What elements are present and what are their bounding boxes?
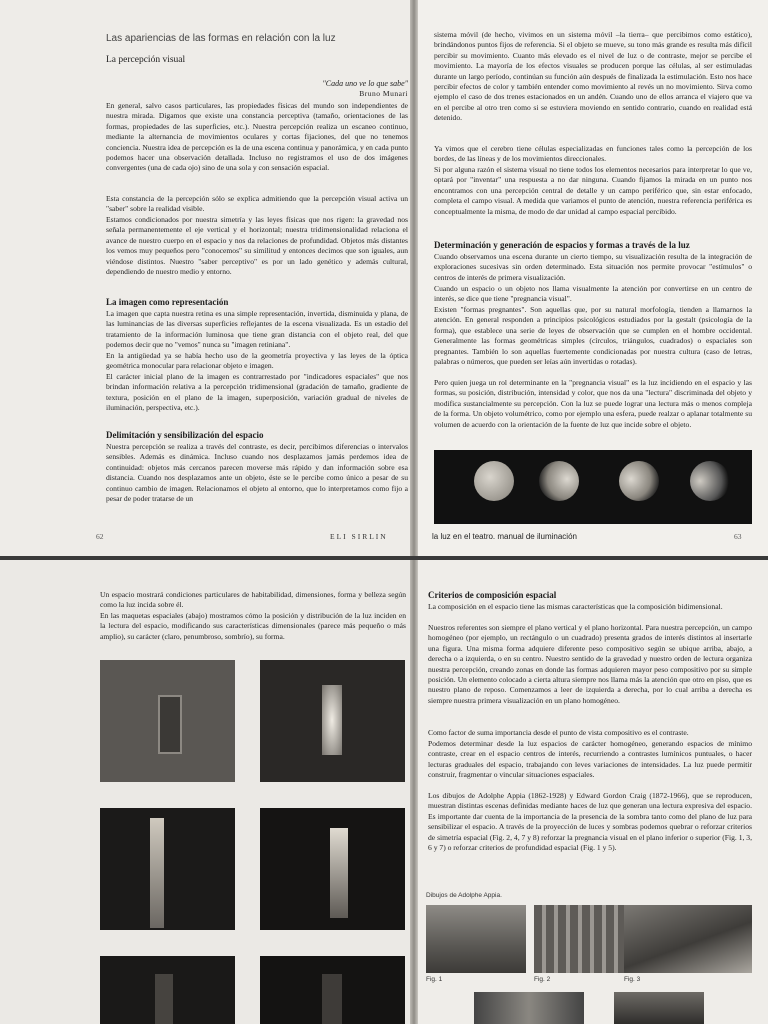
paragraph: Si por alguna razón el sistema visual no tiene todos los elementos necesarios para interpretar lo que ve, optará por "inventar" una respuesta a no dar ninguna. Cuando fijamos la mirada en un punto nos encontramos con una percepción central de detalle y un campo periférico que, sin estar enfocado, completa el campo visual. A medida que variamos el punto de atención, nuestra referencia periférica es conceptualmente la misma, de modo de dar unidad al campo espacial percibido. <box>434 165 752 216</box>
model-photo-5 <box>100 956 235 1024</box>
section-title-criterios: Criterios de composición espacial <box>428 590 557 600</box>
paragraph: Podemos determinar desde la luz espacios de carácter homogéneo, generando espacios de mínimo contraste, crear en el espacio centros de interés, recurriendo a contrastes lumínicos puntuales, o hacer lecturas graduales del espacio, trabajando con leves variaciones de intensidades. La luz puede permitir construir, fragmentar o vincular situaciones espaciales. <box>428 739 752 780</box>
paragraph: Cuando observamos una escena durante un cierto tiempo, su visualización resulta de la integración de exploraciones sucesivas sin orden determinado. Esta situación nos permite provocar "estímulos" o centros de interés de primera visualización. <box>434 252 752 282</box>
paragraph: Como factor de suma importancia desde el punto de vista compositivo es el contraste. <box>428 728 689 737</box>
section-title-percepcion: La percepción visual <box>106 55 186 65</box>
fig-label: Fig. 1 <box>426 976 443 983</box>
page-64 <box>0 560 414 1024</box>
scan-divider <box>0 556 768 560</box>
drawings-caption: Dibujos de Adolphe Appia. <box>426 892 502 899</box>
paragraph: Esta constancia de la percepción sólo se explica admitiendo que la percepción visual activa un "saber" sobre la realidad visible. <box>106 194 408 214</box>
page-65 <box>414 560 768 1024</box>
fig-label: Fig. 3 <box>624 976 641 983</box>
appia-drawing-1 <box>426 905 526 973</box>
model-photo-6 <box>260 956 405 1024</box>
paragraph: Un espacio mostrará condiciones particulares de habitabilidad, dimensiones, forma y belleza según como la luz incida sobre él. <box>100 590 406 610</box>
paragraph: La composición en el espacio tiene las mismas características que la composición bidimensional. <box>428 602 723 611</box>
page-62 <box>0 0 414 556</box>
paragraph: Pero quien juega un rol determinante en la "pregnancia visual" es la luz incidiendo en el espacio y las formas, su posición, distribución, intensidad y color, que nos da una "lectura" discriminada del objeto y modifica sustancialmente su percepción. Con la luz se puede lograr una lectura más o menos compleja de la forma. Un objeto volumétrico, como por ejemplo una esfera, puede realzar o aplanar totalmente su volumen de acuerdo con la orientación de la fuente de luz que incide sobre el objeto. <box>434 378 752 429</box>
door-shape <box>322 974 342 1024</box>
appia-drawing-5 <box>614 992 704 1024</box>
sphere-image <box>619 461 659 501</box>
chapter-title: Las apariencias de las formas en relación con la luz <box>106 33 336 44</box>
light-beam <box>330 828 348 918</box>
footer-title: la luz en el teatro. manual de iluminación <box>432 532 577 541</box>
paragraph: sistema móvil (de hecho, vivimos en un sistema móvil –la tierra– que percibimos como estático), brindándonos puntos fijos de referencia. Si el objeto se mueve, su tono más grande es resulta más difícil percibir su movimiento. Cuanto más elevado es el nivel de luz o de contraste, mejor se percibe el movimiento. La mayoría de los efectos visuales se producen porque las células, al ser estimuladas durante un largo período, continúan su función aún después de finalizada la estimulación. Esto nos hace percibir efectos de color y también entender como movimiento al revés un no movimiento. Sirva como ejemplo el caso de dos trenes estacionados en un andén. Cuando uno de ellos arranca el viajero que va en el percibe al otro tren como si se estuviera moviendo en sentido contrario, cuando en realidad está detenido. <box>434 30 752 123</box>
model-photo-4 <box>260 808 405 930</box>
book-gutter <box>410 0 418 1024</box>
door-shape <box>158 695 182 754</box>
paragraph: El carácter inicial plano de la imagen es contrarrestado por "indicadores espaciales" que nos brindan información relativa a la percepción tridimensional (gradación de tamaño, gradiente de textura, posición en el plano de la imagen, superposición, variación gradual de niveles de iluminación, perspectiva, etc.). <box>106 372 408 413</box>
sphere-image <box>539 461 579 501</box>
fig-label: Fig. 2 <box>534 976 551 983</box>
paragraph: Nuestra percepción se realiza a través del contraste, es decir, percibimos diferencias o intervalos sensibles. Además es dinámica. Incluso cuando nos desplazamos jamás perdemos idea de continuidad: objetos más cercanos parecen moverse más rápido y dan información sobre esa distancia. Cuando nos desplazamos ante un objeto, éste se le percibe como único a pesar de su continuo cambio de imagen. Relacionamos el objeto al entorno, que lo interpretamos como fijo a pesar de poder tratarse de un <box>106 442 408 504</box>
page-63 <box>414 0 768 556</box>
paragraph: En las maquetas espaciales (abajo) mostramos cómo la posición y distribución de la luz inciden en la lectura del espacio, modificando sus características dimensionales (parece más pequeño o más amplio), su carácter (claro, penumbroso, sombrío), su forma. <box>100 611 406 641</box>
paragraph: En general, salvo casos particulares, las propiedades físicas del mundo son independientes de nuestra mirada. Digamos que existe una constancia perceptiva (tamaño, orientaciones de las formas, propiedades de las superficies, etc.). Nuestra percepción realiza un escaneo continuo, mediante la alternancia de movimientos oculares y cortas fijaciones, del que no tenemos conciencia. Nuestra idea de percepción es la de una escena continua y panorámica, y en cada punto podemos hacer una observación detallada. Incluso no registramos el uso de dos imágenes convergentes (una de cada ojo) sino de una sola y con sensación espacial. <box>106 101 408 173</box>
paragraph: Los dibujos de Adolphe Appia (1862-1928) y Edward Gordon Craig (1872-1966), que se reproducen, muestran distintas escenas definidas mediante haces de luz que generan una lectura expresiva del espacio. Es importante dar cuenta de la importancia de la presencia de la sombra tanto como del plano de luz para sensibilizar el espacio. A través de la proyección de luces y sombras podemos quebrar o reforzar criterios de simetría espacial (Fig. 2, 4, 7 y 8) reforzar la pregnancia visual en el plano inferior o superior (Fig. 1, 3, 6 y 7) o reforzar criterios de profundidad espacial (Fig. 1 y 5). <box>428 791 752 853</box>
appia-drawing-3 <box>624 905 752 973</box>
paragraph: En la antigüedad ya se había hecho uso de la geometría proyectiva y las leyes de la óptica geométrica monocular para relacionar objeto e imagen. <box>106 351 408 371</box>
paragraph: Nuestros referentes son siempre el plano vertical y el plano horizontal. Para nuestra percepción, un campo homogéneo (por ejemplo, un rectángulo o un cuadrado) presenta grados de interés distintos al insertarle una figura. Una misma forma adquiere diferente peso compositivo según se ubique arriba, abajo, a derecha o a izquierda, o en su centro. Nuestro sentido de la gravedad y nuestro orden de lectura organiza nuestra percepción, creando zonas en donde las formas adquieren mayor peso compositivo por su simple posición. Un elemento colocado a cierta altura siempre nos llama más la atención que otro en piso, que es nuestro plano de reposo. Comenzamos a leer de izquierda a derecha, por lo cual arriba a derecha es siempre nuestra primera visualización en un plano homogéneo. <box>428 623 752 705</box>
door-shape <box>155 974 173 1024</box>
paragraph: Estamos condicionados por nuestra simetría y las leyes físicas que nos rigen: la gravedad nos señala permanentemente el eje vertical y el horizontal; nuestra tridimensionalidad relaciona el avance de nuestro cuerpo en el espacio y nos da relaciones de profundidad. Objetos más distantes los vemos muy pequeños pero "conocemos" su similitud y entonces decimos que son iguales, aun viéndose distintos. Nuestro "saber perceptivo" es por un lado genético y además cultural, dependiendo de nuestro medio y entorno. <box>106 215 408 277</box>
page-number: 62 <box>96 532 104 541</box>
light-beam <box>322 685 342 755</box>
section-title-delimitacion: Delimitación y sensibilización del espacio <box>106 430 264 440</box>
appia-drawing-2 <box>534 905 634 973</box>
light-beam <box>150 818 164 928</box>
footer-author: ELI SIRLIN <box>330 532 388 541</box>
section-title-determinacion: Determinación y generación de espacios y formas a través de la luz <box>434 240 690 250</box>
quote-author: Bruno Munari <box>359 89 408 98</box>
model-photo-1 <box>100 660 235 782</box>
quote: "Cada uno ve lo que sabe" <box>322 79 408 88</box>
paragraph: Cuando un espacio o un objeto nos llama visualmente la atención por convertirse en un centro de interés, se dice que tiene "pregnancia visual". <box>434 284 752 304</box>
sphere-image <box>690 461 730 501</box>
sphere-image <box>474 461 514 501</box>
paragraph: Ya vimos que el cerebro tiene células especializadas en funciones tales como la percepción de los bordes, de las líneas y de los movimientos direccionales. <box>434 144 752 164</box>
appia-drawing-4 <box>474 992 584 1024</box>
section-title-imagen: La imagen como representación <box>106 297 229 307</box>
paragraph: La imagen que capta nuestra retina es una simple representación, invertida, disminuida y plana, de las luminancias de las diversas superficies reflejantes de la escena visualizada. Es un estadio del tratamiento de la información luminosa que tiene gran distancia con el objeto real, del que podemos decir que no "vemos" nunca su "imagen retiniana". <box>106 309 408 350</box>
page-number: 63 <box>734 532 742 541</box>
paragraph: Existen "formas pregnantes". Son aquellas que, por su natural morfología, tienden a llamarnos la atención. En general responden a principios psicológicos estudiados por la gestalt (psicología de la forma), que establece una serie de leyes de observación que se cumplen en el hombre occidental. Generalmente las formas geométricas simples (círculos, triángulos, cuadrados) o espaciales son pregnantes. También lo son aquellas fuertemente condicionadas por nuestra cultura (caso de letras, palabras o números, que pueden ser leías aún invertidas o rotadas). <box>434 305 752 367</box>
sphere-lighting-photo <box>434 450 752 524</box>
model-photo-3 <box>100 808 235 930</box>
model-photo-2 <box>260 660 405 782</box>
